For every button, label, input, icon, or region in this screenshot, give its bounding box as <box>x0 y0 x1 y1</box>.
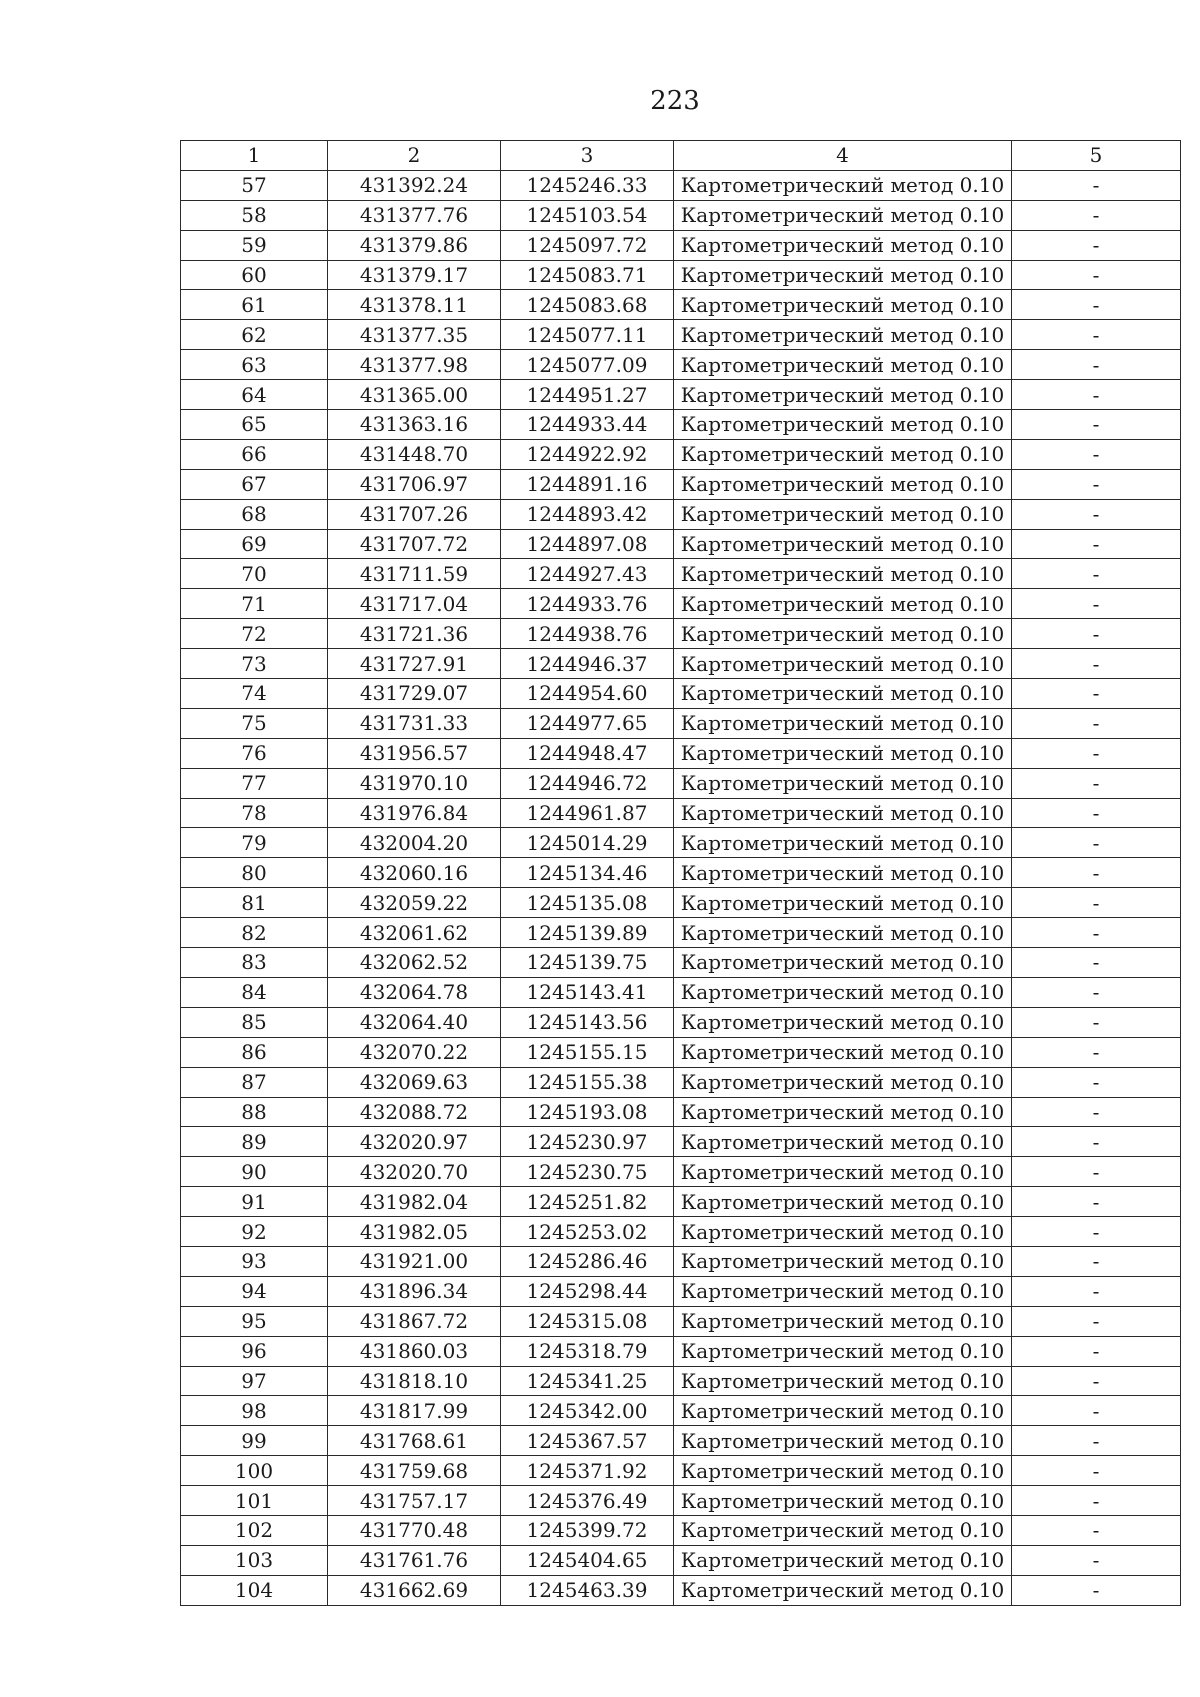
method-cell: Картометрический метод 0.10 <box>674 200 1012 230</box>
method-cell: Картометрический метод 0.10 <box>674 1276 1012 1306</box>
y-coordinate-cell: 1245251.82 <box>501 1187 674 1217</box>
point-number-cell: 68 <box>181 499 328 529</box>
point-number-cell: 98 <box>181 1396 328 1426</box>
y-coordinate-cell: 1244927.43 <box>501 559 674 589</box>
table-row <box>181 230 1181 260</box>
y-coordinate-cell: 1244897.08 <box>501 529 674 559</box>
table-row <box>181 1396 1181 1426</box>
y-coordinate-cell: 1245143.41 <box>501 977 674 1007</box>
point-number-cell: 72 <box>181 619 328 649</box>
x-coordinate-cell: 431378.11 <box>328 290 501 320</box>
y-coordinate-cell: 1245193.08 <box>501 1097 674 1127</box>
note-cell: - <box>1012 1366 1181 1396</box>
point-number-cell: 85 <box>181 1007 328 1037</box>
x-coordinate-cell: 431970.10 <box>328 768 501 798</box>
x-coordinate-cell: 431363.16 <box>328 410 501 440</box>
x-coordinate-cell: 431377.76 <box>328 200 501 230</box>
method-cell: Картометрический метод 0.10 <box>674 888 1012 918</box>
y-coordinate-cell: 1245318.79 <box>501 1336 674 1366</box>
table-row <box>181 828 1181 858</box>
header-cell: 2 <box>328 141 501 171</box>
page-number: 223 <box>650 86 700 116</box>
table-row <box>181 200 1181 230</box>
x-coordinate-cell: 431448.70 <box>328 439 501 469</box>
y-coordinate-cell: 1244951.27 <box>501 380 674 410</box>
point-number-cell: 78 <box>181 798 328 828</box>
x-coordinate-cell: 432020.97 <box>328 1127 501 1157</box>
note-cell: - <box>1012 170 1181 200</box>
point-number-cell: 75 <box>181 708 328 738</box>
note-cell: - <box>1012 1426 1181 1456</box>
header-cell: 1 <box>181 141 328 171</box>
table-row <box>181 918 1181 948</box>
note-cell: - <box>1012 918 1181 948</box>
y-coordinate-cell: 1244922.92 <box>501 439 674 469</box>
y-coordinate-cell: 1245399.72 <box>501 1515 674 1545</box>
point-number-cell: 96 <box>181 1336 328 1366</box>
note-cell: - <box>1012 1007 1181 1037</box>
table-row <box>181 1007 1181 1037</box>
point-number-cell: 69 <box>181 529 328 559</box>
y-coordinate-cell: 1245230.97 <box>501 1127 674 1157</box>
note-cell: - <box>1012 1097 1181 1127</box>
x-coordinate-cell: 431707.26 <box>328 499 501 529</box>
header-row <box>181 141 1181 171</box>
method-cell: Картометрический метод 0.10 <box>674 948 1012 978</box>
point-number-cell: 102 <box>181 1515 328 1545</box>
method-cell: Картометрический метод 0.10 <box>674 1187 1012 1217</box>
x-coordinate-cell: 431379.17 <box>328 260 501 290</box>
y-coordinate-cell: 1244954.60 <box>501 679 674 709</box>
method-cell: Картометрический метод 0.10 <box>674 230 1012 260</box>
x-coordinate-cell: 431761.76 <box>328 1545 501 1575</box>
x-coordinate-cell: 431717.04 <box>328 589 501 619</box>
y-coordinate-cell: 1245230.75 <box>501 1157 674 1187</box>
method-cell: Картометрический метод 0.10 <box>674 380 1012 410</box>
method-cell: Картометрический метод 0.10 <box>674 410 1012 440</box>
table-row <box>181 1246 1181 1276</box>
note-cell: - <box>1012 320 1181 350</box>
note-cell: - <box>1012 200 1181 230</box>
method-cell: Картометрический метод 0.10 <box>674 1456 1012 1486</box>
point-number-cell: 57 <box>181 170 328 200</box>
note-cell: - <box>1012 1545 1181 1575</box>
table-row <box>181 469 1181 499</box>
table-row <box>181 948 1181 978</box>
method-cell: Картометрический метод 0.10 <box>674 1366 1012 1396</box>
table-header <box>181 141 1181 171</box>
x-coordinate-cell: 432064.40 <box>328 1007 501 1037</box>
x-coordinate-cell: 431377.98 <box>328 350 501 380</box>
y-coordinate-cell: 1245315.08 <box>501 1306 674 1336</box>
table-row <box>181 1067 1181 1097</box>
y-coordinate-cell: 1245139.75 <box>501 948 674 978</box>
x-coordinate-cell: 431379.86 <box>328 230 501 260</box>
table-row <box>181 1426 1181 1456</box>
x-coordinate-cell: 431817.99 <box>328 1396 501 1426</box>
x-coordinate-cell: 431982.04 <box>328 1187 501 1217</box>
table-row <box>181 679 1181 709</box>
header-cell: 3 <box>501 141 674 171</box>
table-row <box>181 1575 1181 1605</box>
point-number-cell: 71 <box>181 589 328 619</box>
table-row <box>181 1276 1181 1306</box>
y-coordinate-cell: 1244933.44 <box>501 410 674 440</box>
note-cell: - <box>1012 679 1181 709</box>
x-coordinate-cell: 431731.33 <box>328 708 501 738</box>
table-row <box>181 1545 1181 1575</box>
header-cell: 5 <box>1012 141 1181 171</box>
y-coordinate-cell: 1245139.89 <box>501 918 674 948</box>
method-cell: Картометрический метод 0.10 <box>674 619 1012 649</box>
note-cell: - <box>1012 1127 1181 1157</box>
method-cell: Картометрический метод 0.10 <box>674 1217 1012 1247</box>
point-number-cell: 103 <box>181 1545 328 1575</box>
x-coordinate-cell: 431860.03 <box>328 1336 501 1366</box>
note-cell: - <box>1012 290 1181 320</box>
method-cell: Картометрический метод 0.10 <box>674 290 1012 320</box>
y-coordinate-cell: 1245367.57 <box>501 1426 674 1456</box>
x-coordinate-cell: 431662.69 <box>328 1575 501 1605</box>
note-cell: - <box>1012 828 1181 858</box>
table-row <box>181 1366 1181 1396</box>
table-row <box>181 798 1181 828</box>
method-cell: Картометрический метод 0.10 <box>674 798 1012 828</box>
note-cell: - <box>1012 1456 1181 1486</box>
method-cell: Картометрический метод 0.10 <box>674 469 1012 499</box>
method-cell: Картометрический метод 0.10 <box>674 1306 1012 1336</box>
x-coordinate-cell: 431956.57 <box>328 738 501 768</box>
point-number-cell: 99 <box>181 1426 328 1456</box>
x-coordinate-cell: 432064.78 <box>328 977 501 1007</box>
point-number-cell: 70 <box>181 559 328 589</box>
method-cell: Картометрический метод 0.10 <box>674 559 1012 589</box>
table-row <box>181 858 1181 888</box>
point-number-cell: 58 <box>181 200 328 230</box>
point-number-cell: 62 <box>181 320 328 350</box>
note-cell: - <box>1012 798 1181 828</box>
y-coordinate-cell: 1245342.00 <box>501 1396 674 1426</box>
method-cell: Картометрический метод 0.10 <box>674 1396 1012 1426</box>
x-coordinate-cell: 432070.22 <box>328 1037 501 1067</box>
method-cell: Картометрический метод 0.10 <box>674 1515 1012 1545</box>
method-cell: Картометрический метод 0.10 <box>674 439 1012 469</box>
method-cell: Картометрический метод 0.10 <box>674 1545 1012 1575</box>
note-cell: - <box>1012 469 1181 499</box>
x-coordinate-cell: 431706.97 <box>328 469 501 499</box>
y-coordinate-cell: 1245404.65 <box>501 1545 674 1575</box>
x-coordinate-cell: 431377.35 <box>328 320 501 350</box>
method-cell: Картометрический метод 0.10 <box>674 918 1012 948</box>
table-row <box>181 1187 1181 1217</box>
x-coordinate-cell: 432059.22 <box>328 888 501 918</box>
method-cell: Картометрический метод 0.10 <box>674 1486 1012 1516</box>
point-number-cell: 101 <box>181 1486 328 1516</box>
note-cell: - <box>1012 529 1181 559</box>
point-number-cell: 93 <box>181 1246 328 1276</box>
y-coordinate-cell: 1245135.08 <box>501 888 674 918</box>
note-cell: - <box>1012 738 1181 768</box>
point-number-cell: 65 <box>181 410 328 440</box>
x-coordinate-cell: 431757.17 <box>328 1486 501 1516</box>
method-cell: Картометрический метод 0.10 <box>674 1037 1012 1067</box>
table-row <box>181 290 1181 320</box>
method-cell: Картометрический метод 0.10 <box>674 1067 1012 1097</box>
note-cell: - <box>1012 1217 1181 1247</box>
point-number-cell: 91 <box>181 1187 328 1217</box>
point-number-cell: 80 <box>181 858 328 888</box>
table-row <box>181 1217 1181 1247</box>
table-row <box>181 529 1181 559</box>
x-coordinate-cell: 431727.91 <box>328 649 501 679</box>
note-cell: - <box>1012 230 1181 260</box>
table-row <box>181 499 1181 529</box>
method-cell: Картометрический метод 0.10 <box>674 1007 1012 1037</box>
point-number-cell: 86 <box>181 1037 328 1067</box>
table-row <box>181 1097 1181 1127</box>
note-cell: - <box>1012 1336 1181 1366</box>
table-row <box>181 320 1181 350</box>
x-coordinate-cell: 431896.34 <box>328 1276 501 1306</box>
x-coordinate-cell: 431711.59 <box>328 559 501 589</box>
method-cell: Картометрический метод 0.10 <box>674 1336 1012 1366</box>
y-coordinate-cell: 1245341.25 <box>501 1366 674 1396</box>
table-row <box>181 589 1181 619</box>
table-row <box>181 649 1181 679</box>
point-number-cell: 82 <box>181 918 328 948</box>
note-cell: - <box>1012 1157 1181 1187</box>
point-number-cell: 92 <box>181 1217 328 1247</box>
x-coordinate-cell: 432069.63 <box>328 1067 501 1097</box>
point-number-cell: 77 <box>181 768 328 798</box>
table-row <box>181 1515 1181 1545</box>
table-row <box>181 559 1181 589</box>
x-coordinate-cell: 431818.10 <box>328 1366 501 1396</box>
x-coordinate-cell: 431867.72 <box>328 1306 501 1336</box>
method-cell: Картометрический метод 0.10 <box>674 529 1012 559</box>
point-number-cell: 60 <box>181 260 328 290</box>
y-coordinate-cell: 1245463.39 <box>501 1575 674 1605</box>
point-number-cell: 87 <box>181 1067 328 1097</box>
x-coordinate-cell: 432004.20 <box>328 828 501 858</box>
method-cell: Картометрический метод 0.10 <box>674 649 1012 679</box>
note-cell: - <box>1012 858 1181 888</box>
point-number-cell: 89 <box>181 1127 328 1157</box>
note-cell: - <box>1012 559 1181 589</box>
coordinates-table <box>180 140 1181 1606</box>
y-coordinate-cell: 1245083.68 <box>501 290 674 320</box>
note-cell: - <box>1012 1276 1181 1306</box>
x-coordinate-cell: 431976.84 <box>328 798 501 828</box>
x-coordinate-cell: 431982.05 <box>328 1217 501 1247</box>
point-number-cell: 97 <box>181 1366 328 1396</box>
table-row <box>181 708 1181 738</box>
table-row <box>181 619 1181 649</box>
y-coordinate-cell: 1245014.29 <box>501 828 674 858</box>
table-row <box>181 977 1181 1007</box>
point-number-cell: 83 <box>181 948 328 978</box>
table-row <box>181 1486 1181 1516</box>
method-cell: Картометрический метод 0.10 <box>674 828 1012 858</box>
point-number-cell: 94 <box>181 1276 328 1306</box>
point-number-cell: 61 <box>181 290 328 320</box>
point-number-cell: 88 <box>181 1097 328 1127</box>
note-cell: - <box>1012 1067 1181 1097</box>
note-cell: - <box>1012 1037 1181 1067</box>
method-cell: Картометрический метод 0.10 <box>674 260 1012 290</box>
table-row <box>181 738 1181 768</box>
note-cell: - <box>1012 1246 1181 1276</box>
method-cell: Картометрический метод 0.10 <box>674 1097 1012 1127</box>
x-coordinate-cell: 431921.00 <box>328 1246 501 1276</box>
x-coordinate-cell: 432088.72 <box>328 1097 501 1127</box>
point-number-cell: 67 <box>181 469 328 499</box>
point-number-cell: 76 <box>181 738 328 768</box>
method-cell: Картометрический метод 0.10 <box>674 679 1012 709</box>
table-row <box>181 768 1181 798</box>
x-coordinate-cell: 432020.70 <box>328 1157 501 1187</box>
y-coordinate-cell: 1245077.11 <box>501 320 674 350</box>
y-coordinate-cell: 1245253.02 <box>501 1217 674 1247</box>
point-number-cell: 66 <box>181 439 328 469</box>
header-cell: 4 <box>674 141 1012 171</box>
y-coordinate-cell: 1245371.92 <box>501 1456 674 1486</box>
note-cell: - <box>1012 649 1181 679</box>
method-cell: Картометрический метод 0.10 <box>674 1575 1012 1605</box>
y-coordinate-cell: 1244977.65 <box>501 708 674 738</box>
table-row <box>181 380 1181 410</box>
point-number-cell: 90 <box>181 1157 328 1187</box>
method-cell: Картометрический метод 0.10 <box>674 738 1012 768</box>
y-coordinate-cell: 1244938.76 <box>501 619 674 649</box>
method-cell: Картометрический метод 0.10 <box>674 1157 1012 1187</box>
y-coordinate-cell: 1245298.44 <box>501 1276 674 1306</box>
method-cell: Картометрический метод 0.10 <box>674 708 1012 738</box>
table-row <box>181 1127 1181 1157</box>
x-coordinate-cell: 431770.48 <box>328 1515 501 1545</box>
table-row <box>181 260 1181 290</box>
note-cell: - <box>1012 1486 1181 1516</box>
table-row <box>181 350 1181 380</box>
note-cell: - <box>1012 439 1181 469</box>
method-cell: Картометрический метод 0.10 <box>674 1246 1012 1276</box>
y-coordinate-cell: 1245246.33 <box>501 170 674 200</box>
point-number-cell: 84 <box>181 977 328 1007</box>
note-cell: - <box>1012 948 1181 978</box>
note-cell: - <box>1012 1187 1181 1217</box>
table-row <box>181 888 1181 918</box>
method-cell: Картометрический метод 0.10 <box>674 768 1012 798</box>
y-coordinate-cell: 1245143.56 <box>501 1007 674 1037</box>
note-cell: - <box>1012 1515 1181 1545</box>
x-coordinate-cell: 431365.00 <box>328 380 501 410</box>
method-cell: Картометрический метод 0.10 <box>674 1426 1012 1456</box>
y-coordinate-cell: 1245155.38 <box>501 1067 674 1097</box>
method-cell: Картометрический метод 0.10 <box>674 1127 1012 1157</box>
x-coordinate-cell: 431392.24 <box>328 170 501 200</box>
note-cell: - <box>1012 977 1181 1007</box>
x-coordinate-cell: 431768.61 <box>328 1426 501 1456</box>
y-coordinate-cell: 1245103.54 <box>501 200 674 230</box>
point-number-cell: 74 <box>181 679 328 709</box>
method-cell: Картометрический метод 0.10 <box>674 977 1012 1007</box>
point-number-cell: 95 <box>181 1306 328 1336</box>
point-number-cell: 73 <box>181 649 328 679</box>
point-number-cell: 79 <box>181 828 328 858</box>
x-coordinate-cell: 432061.62 <box>328 918 501 948</box>
y-coordinate-cell: 1244961.87 <box>501 798 674 828</box>
x-coordinate-cell: 432060.16 <box>328 858 501 888</box>
x-coordinate-cell: 431707.72 <box>328 529 501 559</box>
table-body <box>181 170 1181 1605</box>
point-number-cell: 100 <box>181 1456 328 1486</box>
y-coordinate-cell: 1245155.15 <box>501 1037 674 1067</box>
y-coordinate-cell: 1245077.09 <box>501 350 674 380</box>
note-cell: - <box>1012 619 1181 649</box>
table-row <box>181 439 1181 469</box>
y-coordinate-cell: 1245097.72 <box>501 230 674 260</box>
y-coordinate-cell: 1244933.76 <box>501 589 674 619</box>
table-row <box>181 1157 1181 1187</box>
note-cell: - <box>1012 888 1181 918</box>
y-coordinate-cell: 1245134.46 <box>501 858 674 888</box>
note-cell: - <box>1012 380 1181 410</box>
point-number-cell: 64 <box>181 380 328 410</box>
method-cell: Картометрический метод 0.10 <box>674 170 1012 200</box>
table-row <box>181 1306 1181 1336</box>
method-cell: Картометрический метод 0.10 <box>674 320 1012 350</box>
method-cell: Картометрический метод 0.10 <box>674 858 1012 888</box>
y-coordinate-cell: 1245376.49 <box>501 1486 674 1516</box>
x-coordinate-cell: 431729.07 <box>328 679 501 709</box>
note-cell: - <box>1012 350 1181 380</box>
note-cell: - <box>1012 1575 1181 1605</box>
y-coordinate-cell: 1244946.72 <box>501 768 674 798</box>
point-number-cell: 59 <box>181 230 328 260</box>
y-coordinate-cell: 1244893.42 <box>501 499 674 529</box>
table-row <box>181 1336 1181 1366</box>
note-cell: - <box>1012 410 1181 440</box>
note-cell: - <box>1012 1396 1181 1426</box>
note-cell: - <box>1012 708 1181 738</box>
note-cell: - <box>1012 260 1181 290</box>
note-cell: - <box>1012 1306 1181 1336</box>
y-coordinate-cell: 1244948.47 <box>501 738 674 768</box>
method-cell: Картометрический метод 0.10 <box>674 350 1012 380</box>
y-coordinate-cell: 1245083.71 <box>501 260 674 290</box>
y-coordinate-cell: 1245286.46 <box>501 1246 674 1276</box>
note-cell: - <box>1012 589 1181 619</box>
table-row <box>181 410 1181 440</box>
x-coordinate-cell: 431759.68 <box>328 1456 501 1486</box>
y-coordinate-cell: 1244946.37 <box>501 649 674 679</box>
note-cell: - <box>1012 768 1181 798</box>
table-row <box>181 1037 1181 1067</box>
point-number-cell: 104 <box>181 1575 328 1605</box>
method-cell: Картометрический метод 0.10 <box>674 499 1012 529</box>
note-cell: - <box>1012 499 1181 529</box>
table-row <box>181 170 1181 200</box>
method-cell: Картометрический метод 0.10 <box>674 589 1012 619</box>
point-number-cell: 81 <box>181 888 328 918</box>
x-coordinate-cell: 432062.52 <box>328 948 501 978</box>
table-row <box>181 1456 1181 1486</box>
y-coordinate-cell: 1244891.16 <box>501 469 674 499</box>
point-number-cell: 63 <box>181 350 328 380</box>
x-coordinate-cell: 431721.36 <box>328 619 501 649</box>
